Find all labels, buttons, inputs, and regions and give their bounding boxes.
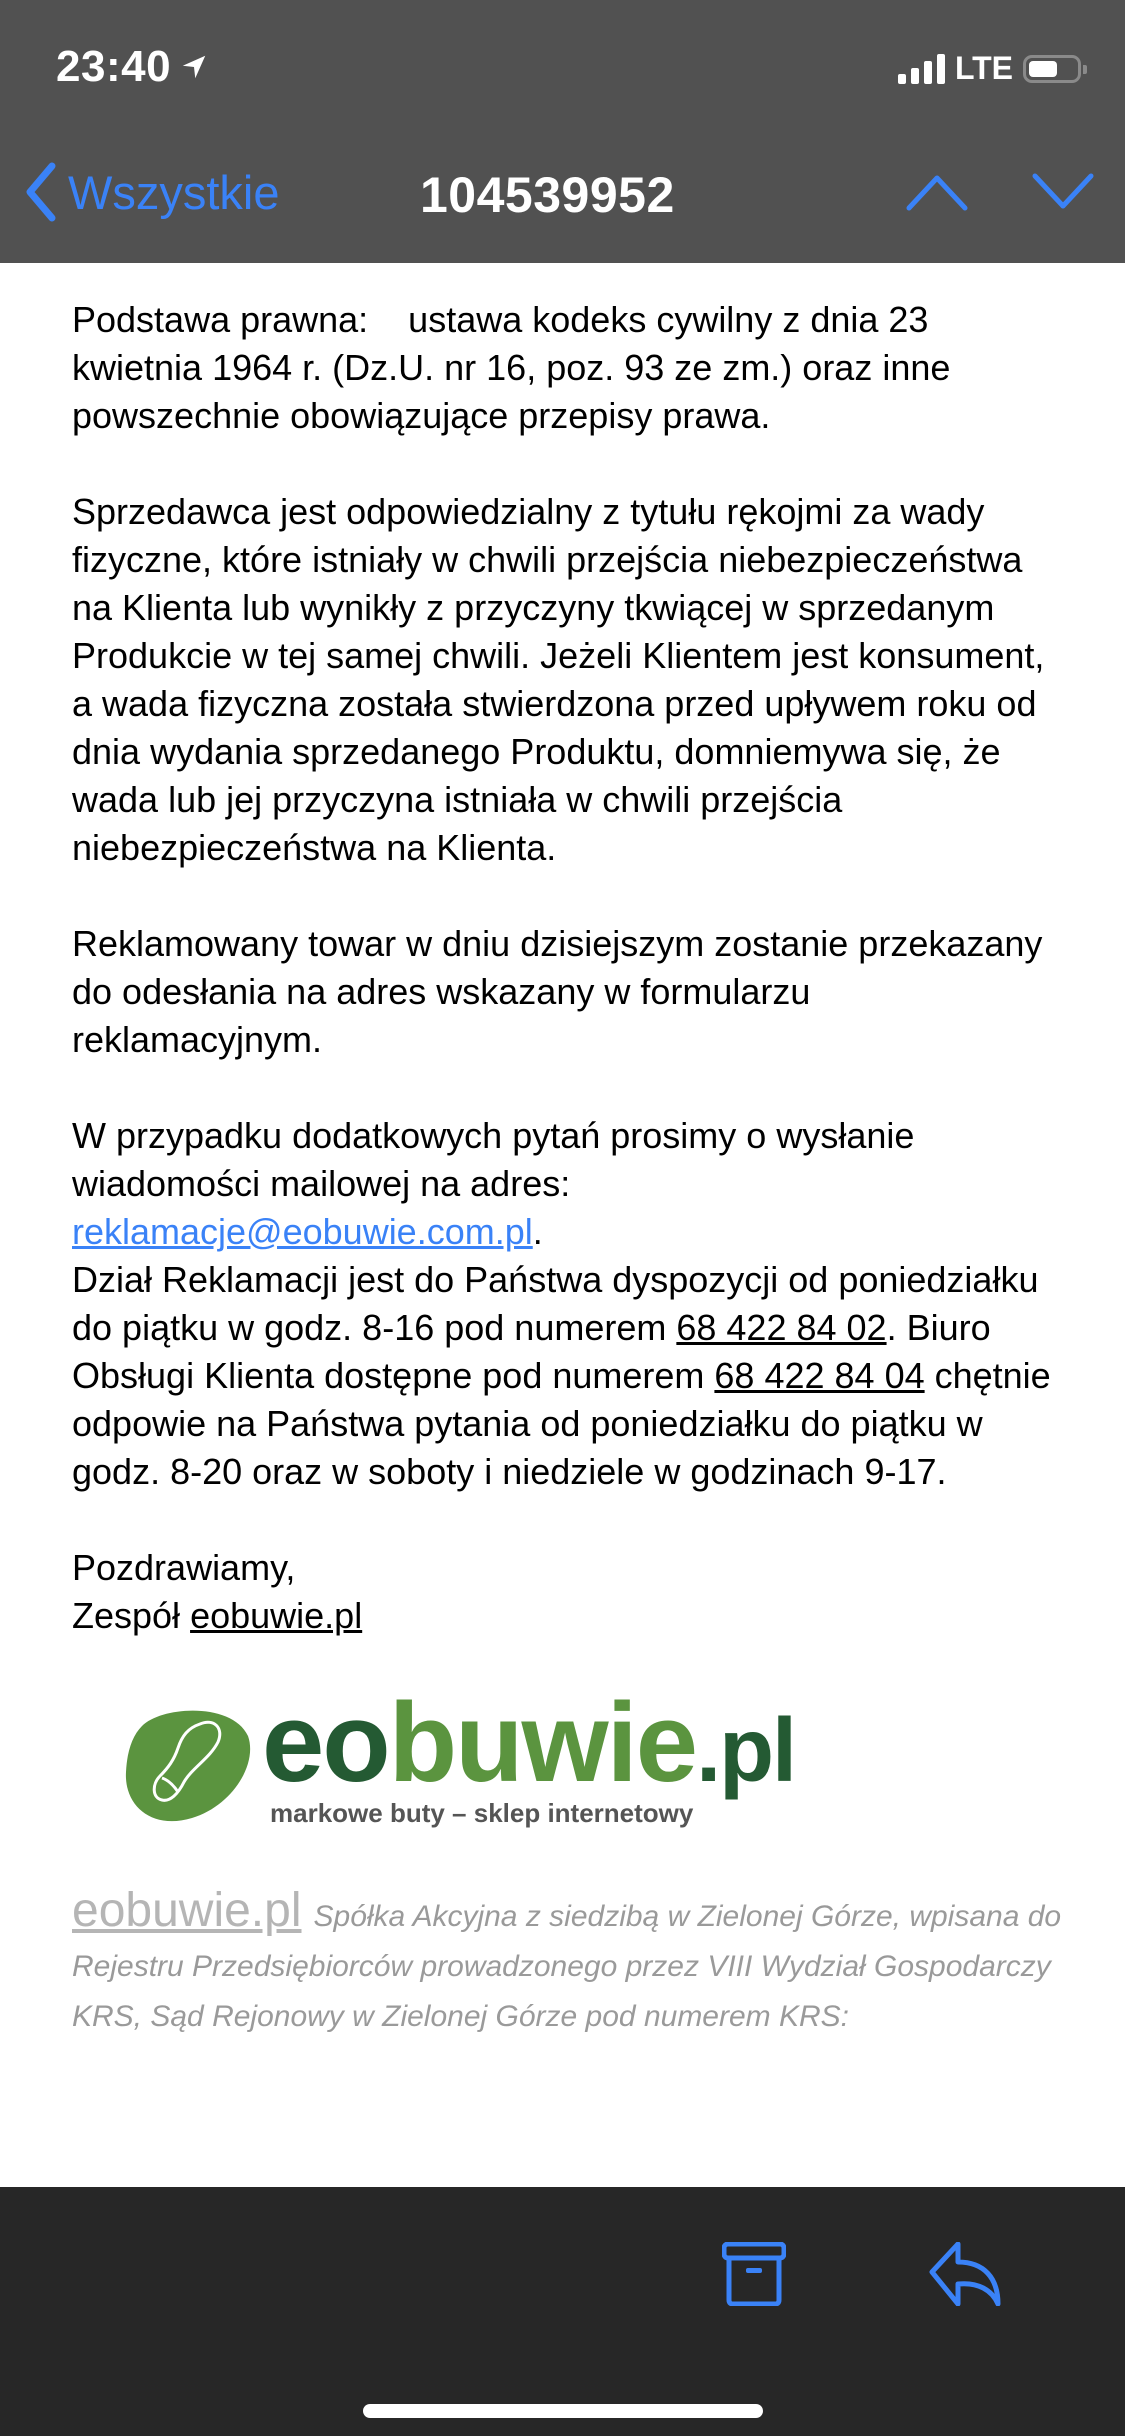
- top-header: [0, 0, 1125, 263]
- legal-brand-link[interactable]: eobuwie.pl: [72, 1884, 302, 1937]
- legal-basis-paragraph: Podstawa prawna: ustawa kodeks cywilny z dnia 23 kwietnia 1964 r. (Dz.U. nr 16, poz. 93 ze zm.) oraz inne powszechnie obowiązujące przepisy prawa.: [72, 299, 951, 436]
- chevron-down-icon[interactable]: [1031, 172, 1095, 212]
- chevron-up-icon[interactable]: [905, 172, 969, 212]
- return-paragraph: Reklamowany towar w dniu dzisiejszym zostanie przekazany do odesłania na adres wskazany w formularzu reklamacyjnym.: [72, 923, 1043, 1060]
- logo-wordmark: eobuwie.pl: [262, 1680, 796, 1805]
- greeting: Pozdrawiamy,: [72, 1547, 296, 1588]
- reply-icon[interactable]: [928, 2242, 1002, 2306]
- complaints-phone-link[interactable]: 68 422 84 02: [676, 1307, 887, 1348]
- signature: [72, 1544, 1062, 1640]
- location-arrow-icon: [179, 52, 209, 82]
- eobuwie-logo[interactable]: [122, 1680, 1062, 1836]
- archive-icon[interactable]: [722, 2242, 786, 2306]
- bottom-toolbar: [0, 2187, 1125, 2436]
- back-button[interactable]: [22, 160, 280, 224]
- battery-icon: [1023, 55, 1081, 83]
- home-indicator[interactable]: [363, 2404, 763, 2418]
- message-title: 104539952: [420, 167, 675, 223]
- message-navigation: [905, 172, 1095, 212]
- complaints-email-link[interactable]: reklamacje@eobuwie.com.pl: [72, 1211, 533, 1252]
- logo-tagline: markowe buty – sklep internetowy: [270, 1798, 694, 1828]
- customer-service-phone-link[interactable]: 68 422 84 04: [714, 1355, 925, 1396]
- network-type: LTE: [954, 50, 1013, 86]
- status-time: [56, 42, 209, 92]
- contact-paragraph: W przypadku dodatkowych pytań prosimy o wysłanie wiadomości mailowej na adres: reklamacje@eobuwie.com.pl. Dział Reklamacji jest do Państwa dyspozycji od poniedziałku do piątku w godz. 8-16 pod numerem 68 422 84 02. Biuro Obsługi Klienta dostępne pod numerem 68 422 84 04 chętnie odpowie na Państwa pytania od poniedziałku do piątku w godz. 8-20 oraz w soboty i niedziele w godzinach 9-17.: [72, 1115, 1051, 1492]
- legal-footer: eobuwie.pl Spółka Akcyjna z siedzibą w Zielonej Górze, wpisana do Rejestru Przedsiębiorców prowadzonego przez VIII Wydział Gospodarczy KRS, Sąd Rejonowy w Zielonej Górze pod numerem KRS:: [72, 1884, 1062, 2033]
- email-body: [72, 200, 1062, 2042]
- signal-icon: [898, 54, 945, 84]
- warranty-paragraph: Sprzedawca jest odpowiedzialny z tytułu rękojmi za wady fizyczne, które istniały w chwili przejścia niebezpieczeństwa na Klienta lub wynikły z przyczyny tkwiącej w sprzedanym Produkcie w tej samej chwili. Jeżeli Klientem jest konsument, a wada fizyczna została stwierdzona przed upływem roku od dnia wydania sprzedanego Produktu, domniemywa się, że wada lub jej przyczyna istniała w chwili przejścia niebezpieczeństwa na Klienta.: [72, 491, 1045, 868]
- status-indicators: [898, 50, 1081, 87]
- eobuwie-link[interactable]: eobuwie.pl: [190, 1595, 363, 1636]
- status-time-text: 23:40: [56, 42, 172, 91]
- back-label: Wszystkie: [68, 165, 280, 219]
- signature-line: Zespół eobuwie.pl: [72, 1595, 363, 1636]
- chevron-left-icon: [22, 160, 58, 224]
- shoe-print-icon: [122, 1706, 254, 1826]
